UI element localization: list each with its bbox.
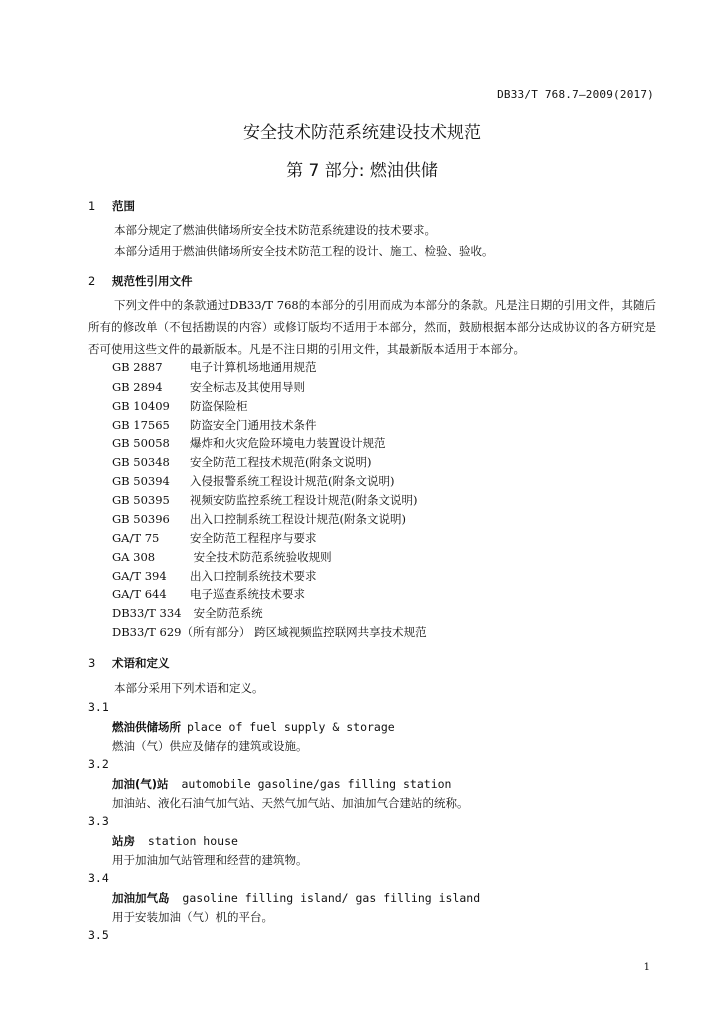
term-chinese: 加油加气岛 [112, 891, 170, 905]
term-chinese: 燃油供储场所 [112, 720, 181, 734]
reference-title: 电子计算机场地通用规范 [190, 360, 317, 374]
reference-code: DB33/T 629（所有部分） [112, 625, 251, 639]
reference-item [112, 435, 386, 451]
section-heading-terms [88, 655, 170, 671]
reference-item [112, 417, 317, 433]
reference-item [112, 624, 427, 640]
term-english: place of fuel supply & storage [187, 720, 395, 734]
reference-title: 安全防范系统 [190, 606, 263, 620]
reference-item [112, 359, 317, 375]
reference-code: GB 2894 [112, 380, 163, 394]
normative-intro-paragraph: 下列文件中的条款通过DB33/T 768的本部分的引用而成为本部分的条款。凡是注日期的引用文件，其随后所有的修改单（不包括勘误的内容）或修订版均不适用于本部分，然而，鼓励根据本部分达成协议的各方研究是否可使用这些文件的最新版本。凡是不注日期的引用文件，其最新版本适用于本部分。 [88, 298, 656, 356]
term-heading [112, 776, 451, 792]
page-number: 1 [643, 962, 650, 973]
term-number: 3.3 [88, 814, 109, 828]
reference-code: GB 2887 [112, 360, 163, 374]
section-number: 2 [88, 274, 96, 288]
reference-item [112, 605, 263, 621]
reference-item [112, 379, 305, 395]
term-english: gasoline filling island/ gas filling island [175, 891, 481, 905]
section-heading-normative-references [88, 273, 193, 289]
reference-title: 电子巡查系统技术要求 [190, 587, 305, 601]
reference-code: GA/T 644 [112, 587, 167, 601]
reference-code: GB 50394 [112, 474, 170, 488]
reference-code: DB33/T 334 [112, 606, 182, 620]
term-heading [112, 833, 238, 849]
reference-code: GB 50348 [112, 455, 170, 469]
standard-number: DB33/T 768.7—2009(2017) [497, 88, 654, 101]
reference-code: GA 308 [112, 550, 156, 564]
term-definition: 用于安装加油（气）机的平台。 [112, 910, 273, 924]
reference-title: 安全防范工程技术规范(附条文说明) [190, 455, 372, 469]
reference-item [112, 511, 406, 527]
reference-code: GB 50395 [112, 493, 170, 507]
section-number: 1 [88, 199, 96, 213]
reference-title: 防盗安全门通用技术条件 [190, 418, 317, 432]
section-title: 术语和定义 [112, 656, 170, 670]
term-definition: 燃油（气）供应及储存的建筑或设施。 [112, 739, 308, 753]
reference-code: GB 50058 [112, 436, 170, 450]
term-number: 3.4 [88, 871, 109, 885]
term-english: automobile gasoline/gas filling station [174, 777, 452, 791]
reference-title: 跨区域视频监控联网共享技术规范 [250, 625, 427, 639]
reference-title: 安全标志及其使用导则 [190, 380, 305, 394]
reference-item [112, 492, 417, 508]
term-chinese: 加油(气)站 [112, 777, 169, 791]
reference-code: GA/T 394 [112, 569, 167, 583]
reference-title: 防盗保险柜 [190, 399, 248, 413]
term-definition: 用于加油加气站管理和经营的建筑物。 [112, 853, 308, 867]
reference-title: 安全防范工程程序与要求 [190, 531, 317, 545]
reference-item [112, 454, 371, 470]
section-heading-scope [88, 198, 135, 214]
scope-paragraph-2: 本部分适用于燃油供储场所安全技术防范工程的设计、施工、检验、验收。 [114, 244, 494, 258]
term-number: 3.1 [88, 700, 109, 714]
section-title: 规范性引用文件 [112, 274, 193, 288]
reference-code: GB 17565 [112, 418, 170, 432]
reference-item [112, 530, 317, 546]
terms-intro: 本部分采用下列术语和定义。 [114, 681, 264, 695]
term-heading [112, 890, 480, 906]
term-number: 3.5 [88, 928, 109, 942]
reference-item [112, 473, 394, 489]
reference-title: 出入口控制系统技术要求 [190, 569, 317, 583]
reference-title: 安全技术防范系统验收规则 [190, 550, 332, 564]
section-number: 3 [88, 656, 96, 670]
term-english: station house [141, 834, 238, 848]
reference-title: 入侵报警系统工程设计规范(附条文说明) [190, 474, 395, 488]
reference-item [112, 398, 248, 414]
term-heading [112, 719, 395, 735]
reference-item [112, 549, 332, 565]
document-title: 安全技术防范系统建设技术规范 [243, 123, 481, 143]
section-title: 范围 [112, 199, 135, 213]
reference-code: GA/T 75 [112, 531, 160, 545]
term-chinese: 站房 [112, 834, 135, 848]
reference-title: 视频安防监控系统工程设计规范(附条文说明) [190, 493, 418, 507]
term-number: 3.2 [88, 757, 109, 771]
term-definition: 加油站、液化石油气加气站、天然气加气站、加油加气合建站的统称。 [112, 796, 469, 810]
reference-item [112, 586, 305, 602]
scope-paragraph-1: 本部分规定了燃油供储场所安全技术防范系统建设的技术要求。 [114, 223, 436, 237]
reference-title: 爆炸和火灾危险环境电力装置设计规范 [190, 436, 386, 450]
reference-code: GB 50396 [112, 512, 170, 526]
document-part-title: 第 7 部分: 燃油供储 [286, 161, 438, 181]
reference-item [112, 568, 317, 584]
reference-title: 出入口控制系统工程设计规范(附条文说明) [190, 512, 406, 526]
reference-code: GB 10409 [112, 399, 170, 413]
